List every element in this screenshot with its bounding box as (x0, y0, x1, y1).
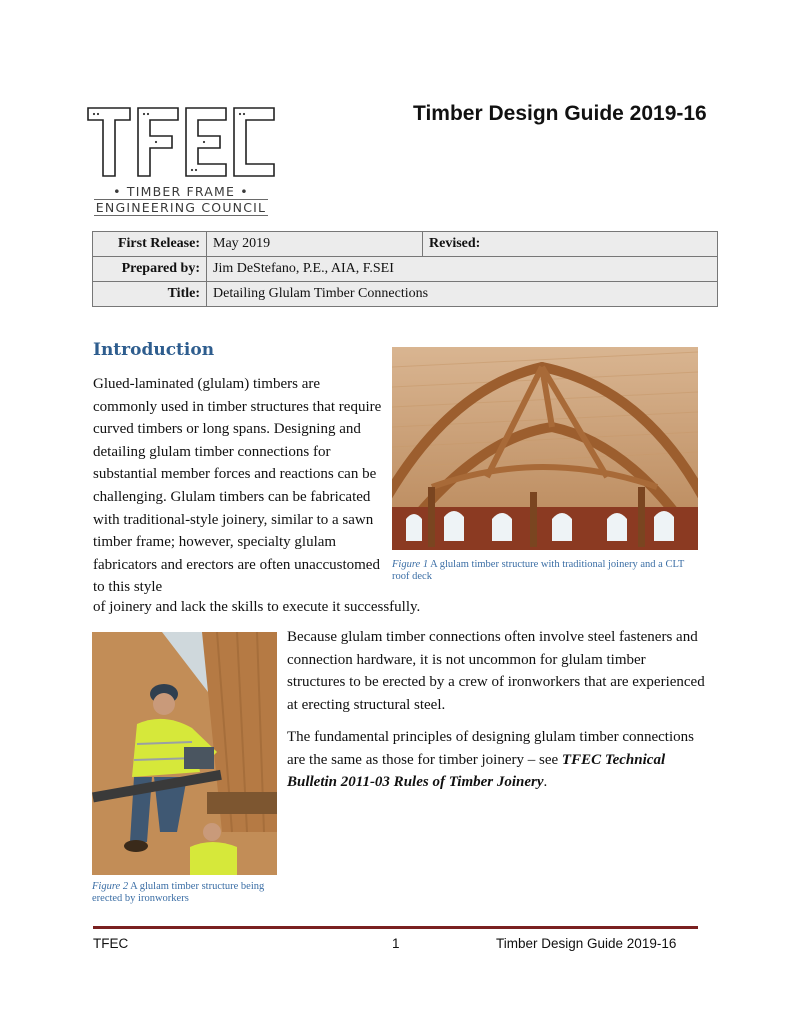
footer-guide-title: Timber Design Guide 2019-16 (496, 936, 677, 951)
table-row (93, 282, 718, 307)
figure-1-photo (392, 347, 698, 550)
first-release-label: First Release: (93, 232, 207, 257)
prepared-by-value: Jim DeStefano, P.E., AIA, F.SEI (207, 257, 718, 282)
revised-label: Revised: (423, 232, 718, 257)
footer-divider (93, 926, 698, 929)
title-label: Title: (93, 282, 207, 307)
table-row (93, 232, 718, 257)
figure-2-photo (92, 632, 277, 875)
body-paragraph: Because glulam timber connections often involve steel fasteners and connection hardware, it is not uncommon for glulam timber structures to be erected by a crew of ironworkers that are experienced at erecting structural steel. (287, 629, 705, 713)
figure-1-caption (392, 559, 702, 583)
paragraph-text: The fundamental principles of designing glulam timber connections are the same as those for timber joinery – see (287, 729, 694, 768)
tfec-logo (84, 104, 278, 216)
body-paragraph-reference (287, 726, 707, 794)
prepared-by-label: Prepared by: (93, 257, 207, 282)
logo-divider (94, 215, 268, 216)
figure-2-label: Figure 2 (92, 881, 129, 892)
table-row (93, 257, 718, 282)
ironworkers-image (92, 632, 277, 875)
figure-1-label: Figure 1 (392, 559, 429, 570)
intro-paragraph: Glued-laminated (glulam) timbers are commonly used in timber structures that require curved timbers or long spans. Designing and detailing glulam timber connections for substantial member forces and reactions can be challenging. Glulam timbers can be fabricated with traditional-style joinery, similar to a sawn timber frame; however, specialty glulam fabricators and erectors are often unaccustomed to this style (93, 376, 382, 596)
tfec-logo-letters (84, 104, 278, 180)
figure-2-caption (92, 881, 272, 905)
technical-bulletin-reference: TFEC Technical Bulletin 2011-03 Rules of Timber Joinery (287, 751, 666, 791)
glulam-roof-image (392, 347, 698, 550)
logo-tagline-2: ENGINEERING COUNCIL (95, 200, 267, 215)
paragraph-end: . (543, 774, 548, 791)
page-number: 1 (392, 936, 400, 951)
footer-org: TFEC (93, 936, 129, 951)
figure-1-caption-text: A glulam timber structure with traditional joinery and a CLT roof deck (392, 559, 685, 582)
first-release-value: May 2019 (207, 232, 423, 257)
figure-2-caption-text: A glulam timber structure being erected by ironworkers (92, 881, 265, 904)
document-info-table (92, 231, 718, 307)
title-value: Detailing Glulam Timber Connections (207, 282, 718, 307)
intro-paragraph-continued: of joinery and lack the skills to execute it successfully. (93, 599, 421, 615)
section-heading: Introduction (93, 340, 215, 360)
document-title: Timber Design Guide 2019-16 (413, 102, 707, 125)
logo-tagline-1: • TIMBER FRAME • (113, 184, 249, 199)
